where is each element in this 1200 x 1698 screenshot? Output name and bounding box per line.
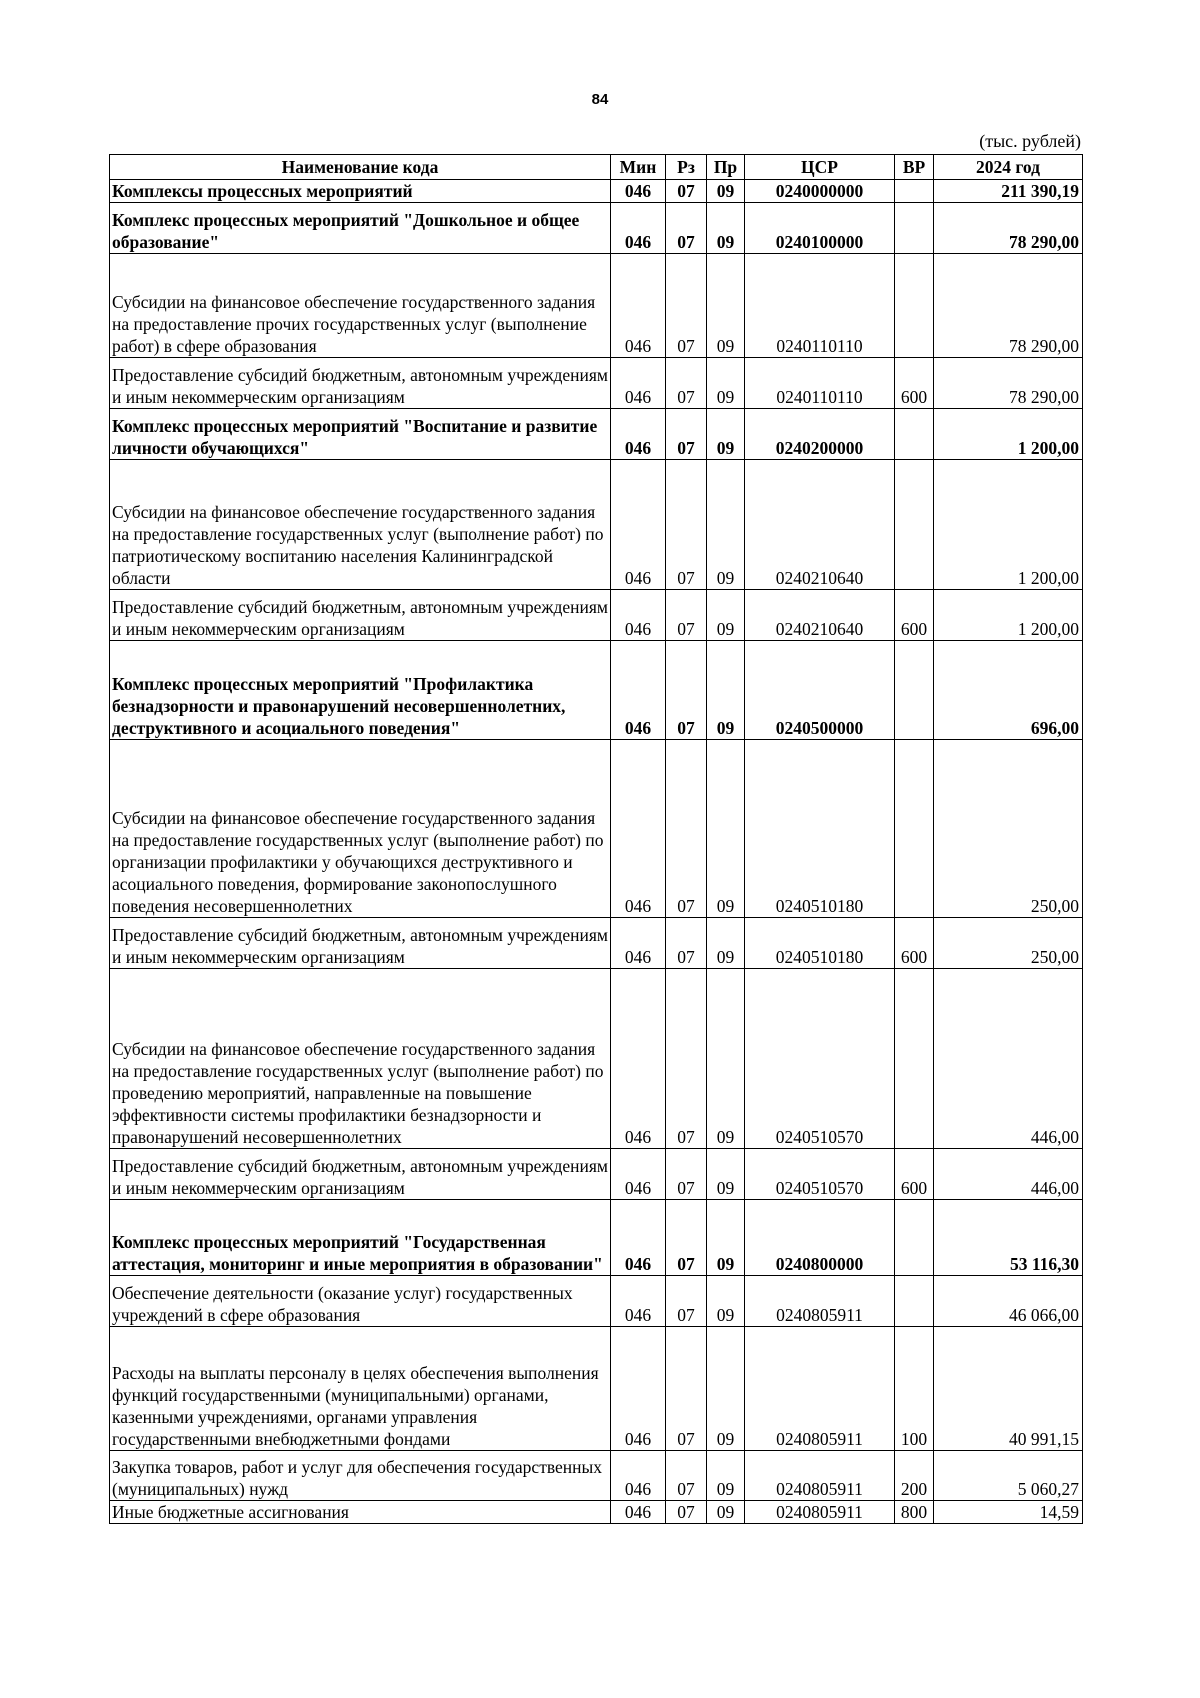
table-row (110, 1451, 1083, 1501)
row-min: 046 (611, 641, 666, 740)
row-rz: 07 (666, 740, 707, 918)
row-name: Предоставление субсидий бюджетным, автономным учреждениям и иным некоммерческим организациям (110, 358, 611, 409)
row-csr: 0240200000 (745, 409, 895, 460)
row-rz: 07 (666, 203, 707, 254)
table-row (110, 641, 1083, 740)
row-amount: 250,00 (934, 918, 1083, 969)
row-name: Предоставление субсидий бюджетным, автономным учреждениям и иным некоммерческим организациям (110, 1149, 611, 1200)
row-amount: 1 200,00 (934, 409, 1083, 460)
row-vr (895, 1276, 934, 1327)
header-row (110, 155, 1083, 180)
row-min: 046 (611, 203, 666, 254)
row-pr: 09 (707, 460, 745, 590)
table-row (110, 740, 1083, 918)
table-row (110, 969, 1083, 1149)
row-amount: 211 390,19 (934, 180, 1083, 203)
page-number: 84 (591, 91, 609, 108)
row-min: 046 (611, 1451, 666, 1501)
row-name: Субсидии на финансовое обеспечение государственного задания на предоставление государственных услуг (выполнение работ) по проведению мероприятий, направленные на повышение эффективности системы профилактики безнадзорности и правонарушений несовершеннолетних (110, 969, 611, 1149)
row-pr: 09 (707, 254, 745, 358)
row-vr: 100 (895, 1327, 934, 1451)
row-name: Предоставление субсидий бюджетным, автономным учреждениям и иным некоммерческим организациям (110, 590, 611, 641)
table-row (110, 918, 1083, 969)
row-vr (895, 1200, 934, 1276)
units-label: (тыс. рублей) (979, 131, 1081, 151)
row-rz: 07 (666, 1149, 707, 1200)
row-amount: 78 290,00 (934, 203, 1083, 254)
table-row (110, 590, 1083, 641)
row-csr: 0240510570 (745, 969, 895, 1149)
row-min: 046 (611, 358, 666, 409)
row-amount: 250,00 (934, 740, 1083, 918)
row-csr: 0240800000 (745, 1200, 895, 1276)
table-row (110, 1327, 1083, 1451)
row-pr: 09 (707, 1327, 745, 1451)
row-min: 046 (611, 180, 666, 203)
row-name: Субсидии на финансовое обеспечение государственного задания на предоставление государственных услуг (выполнение работ) по патриотическому воспитанию населения Калининградской области (110, 460, 611, 590)
row-min: 046 (611, 1501, 666, 1524)
row-csr: 0240210640 (745, 460, 895, 590)
row-rz: 07 (666, 409, 707, 460)
row-csr: 0240210640 (745, 590, 895, 641)
row-pr: 09 (707, 740, 745, 918)
row-pr: 09 (707, 180, 745, 203)
row-name: Субсидии на финансовое обеспечение государственного задания на предоставление государственных услуг (выполнение работ) по организации профилактики у обучающихся деструктивного и асоциального поведения, формирование законопослушного поведения несовершеннолетних (110, 740, 611, 918)
row-pr: 09 (707, 1501, 745, 1524)
row-vr (895, 641, 934, 740)
row-min: 046 (611, 969, 666, 1149)
row-pr: 09 (707, 409, 745, 460)
row-pr: 09 (707, 590, 745, 641)
row-rz: 07 (666, 180, 707, 203)
row-vr (895, 740, 934, 918)
row-csr: 0240510180 (745, 918, 895, 969)
header-name: Наименование кода (110, 155, 611, 180)
table-row (110, 1149, 1083, 1200)
row-amount: 446,00 (934, 1149, 1083, 1200)
table-row (110, 180, 1083, 203)
row-rz: 07 (666, 460, 707, 590)
row-pr: 09 (707, 641, 745, 740)
table-row (110, 460, 1083, 590)
row-name: Комплекс процессных мероприятий "Воспитание и развитие личности обучающихся" (110, 409, 611, 460)
table-row (110, 409, 1083, 460)
row-amount: 40 991,15 (934, 1327, 1083, 1451)
row-csr: 0240000000 (745, 180, 895, 203)
row-name: Закупка товаров, работ и услуг для обеспечения государственных (муниципальных) нужд (110, 1451, 611, 1501)
row-vr (895, 254, 934, 358)
row-name: Субсидии на финансовое обеспечение государственного задания на предоставление прочих государственных услуг (выполнение работ) в сфере образования (110, 254, 611, 358)
row-amount: 53 116,30 (934, 1200, 1083, 1276)
row-csr: 0240510570 (745, 1149, 895, 1200)
table-row (110, 358, 1083, 409)
row-vr (895, 460, 934, 590)
row-min: 046 (611, 740, 666, 918)
budget-table (109, 154, 1083, 1524)
header-pr: Пр (707, 155, 745, 180)
row-amount: 1 200,00 (934, 460, 1083, 590)
row-vr (895, 969, 934, 1149)
row-pr: 09 (707, 918, 745, 969)
row-name: Комплексы процессных мероприятий (110, 180, 611, 203)
header-vr: ВР (895, 155, 934, 180)
row-csr: 0240805911 (745, 1451, 895, 1501)
row-amount: 46 066,00 (934, 1276, 1083, 1327)
row-name: Иные бюджетные ассигнования (110, 1501, 611, 1524)
row-pr: 09 (707, 203, 745, 254)
table-row (110, 203, 1083, 254)
row-min: 046 (611, 590, 666, 641)
row-amount: 696,00 (934, 641, 1083, 740)
table-row (110, 1200, 1083, 1276)
row-min: 046 (611, 1200, 666, 1276)
row-min: 046 (611, 1276, 666, 1327)
row-rz: 07 (666, 1501, 707, 1524)
row-csr: 0240805911 (745, 1276, 895, 1327)
row-name: Комплекс процессных мероприятий "Государственная аттестация, мониторинг и иные мероприятия в образовании" (110, 1200, 611, 1276)
row-amount: 78 290,00 (934, 358, 1083, 409)
row-csr: 0240110110 (745, 254, 895, 358)
row-min: 046 (611, 1327, 666, 1451)
row-csr: 0240110110 (745, 358, 895, 409)
row-csr: 0240510180 (745, 740, 895, 918)
row-vr (895, 409, 934, 460)
row-csr: 0240100000 (745, 203, 895, 254)
row-rz: 07 (666, 918, 707, 969)
table-row (110, 1276, 1083, 1327)
row-name: Комплекс процессных мероприятий "Профилактика безнадзорности и правонарушений несовершеннолетних, деструктивного и асоциального поведения" (110, 641, 611, 740)
row-pr: 09 (707, 1451, 745, 1501)
row-amount: 78 290,00 (934, 254, 1083, 358)
row-vr: 800 (895, 1501, 934, 1524)
row-amount: 1 200,00 (934, 590, 1083, 641)
header-min: Мин (611, 155, 666, 180)
row-rz: 07 (666, 1200, 707, 1276)
table-row (110, 254, 1083, 358)
row-vr: 200 (895, 1451, 934, 1501)
row-min: 046 (611, 1149, 666, 1200)
row-min: 046 (611, 460, 666, 590)
row-vr: 600 (895, 590, 934, 641)
row-rz: 07 (666, 1327, 707, 1451)
row-name: Комплекс процессных мероприятий "Дошкольное и общее образование" (110, 203, 611, 254)
row-vr: 600 (895, 358, 934, 409)
row-amount: 446,00 (934, 969, 1083, 1149)
row-pr: 09 (707, 1200, 745, 1276)
row-vr (895, 180, 934, 203)
row-csr: 0240805911 (745, 1501, 895, 1524)
row-pr: 09 (707, 969, 745, 1149)
header-csr: ЦСР (745, 155, 895, 180)
row-min: 046 (611, 254, 666, 358)
row-rz: 07 (666, 1451, 707, 1501)
row-vr (895, 203, 934, 254)
row-amount: 5 060,27 (934, 1451, 1083, 1501)
row-rz: 07 (666, 590, 707, 641)
row-rz: 07 (666, 254, 707, 358)
row-rz: 07 (666, 641, 707, 740)
row-csr: 0240805911 (745, 1327, 895, 1451)
row-min: 046 (611, 918, 666, 969)
row-rz: 07 (666, 358, 707, 409)
row-pr: 09 (707, 1276, 745, 1327)
row-pr: 09 (707, 358, 745, 409)
table-row (110, 1501, 1083, 1524)
row-csr: 0240500000 (745, 641, 895, 740)
row-name: Обеспечение деятельности (оказание услуг) государственных учреждений в сфере образования (110, 1276, 611, 1327)
row-name: Расходы на выплаты персоналу в целях обеспечения выполнения функций государственными (муниципальными) органами, казенными учреждениями, органами управления государственными внебюджетными фондами (110, 1327, 611, 1451)
header-year: 2024 год (934, 155, 1083, 180)
row-pr: 09 (707, 1149, 745, 1200)
row-vr: 600 (895, 1149, 934, 1200)
row-vr: 600 (895, 918, 934, 969)
row-min: 046 (611, 409, 666, 460)
row-name: Предоставление субсидий бюджетным, автономным учреждениям и иным некоммерческим организациям (110, 918, 611, 969)
row-rz: 07 (666, 1276, 707, 1327)
header-rz: Рз (666, 155, 707, 180)
row-amount: 14,59 (934, 1501, 1083, 1524)
row-rz: 07 (666, 969, 707, 1149)
